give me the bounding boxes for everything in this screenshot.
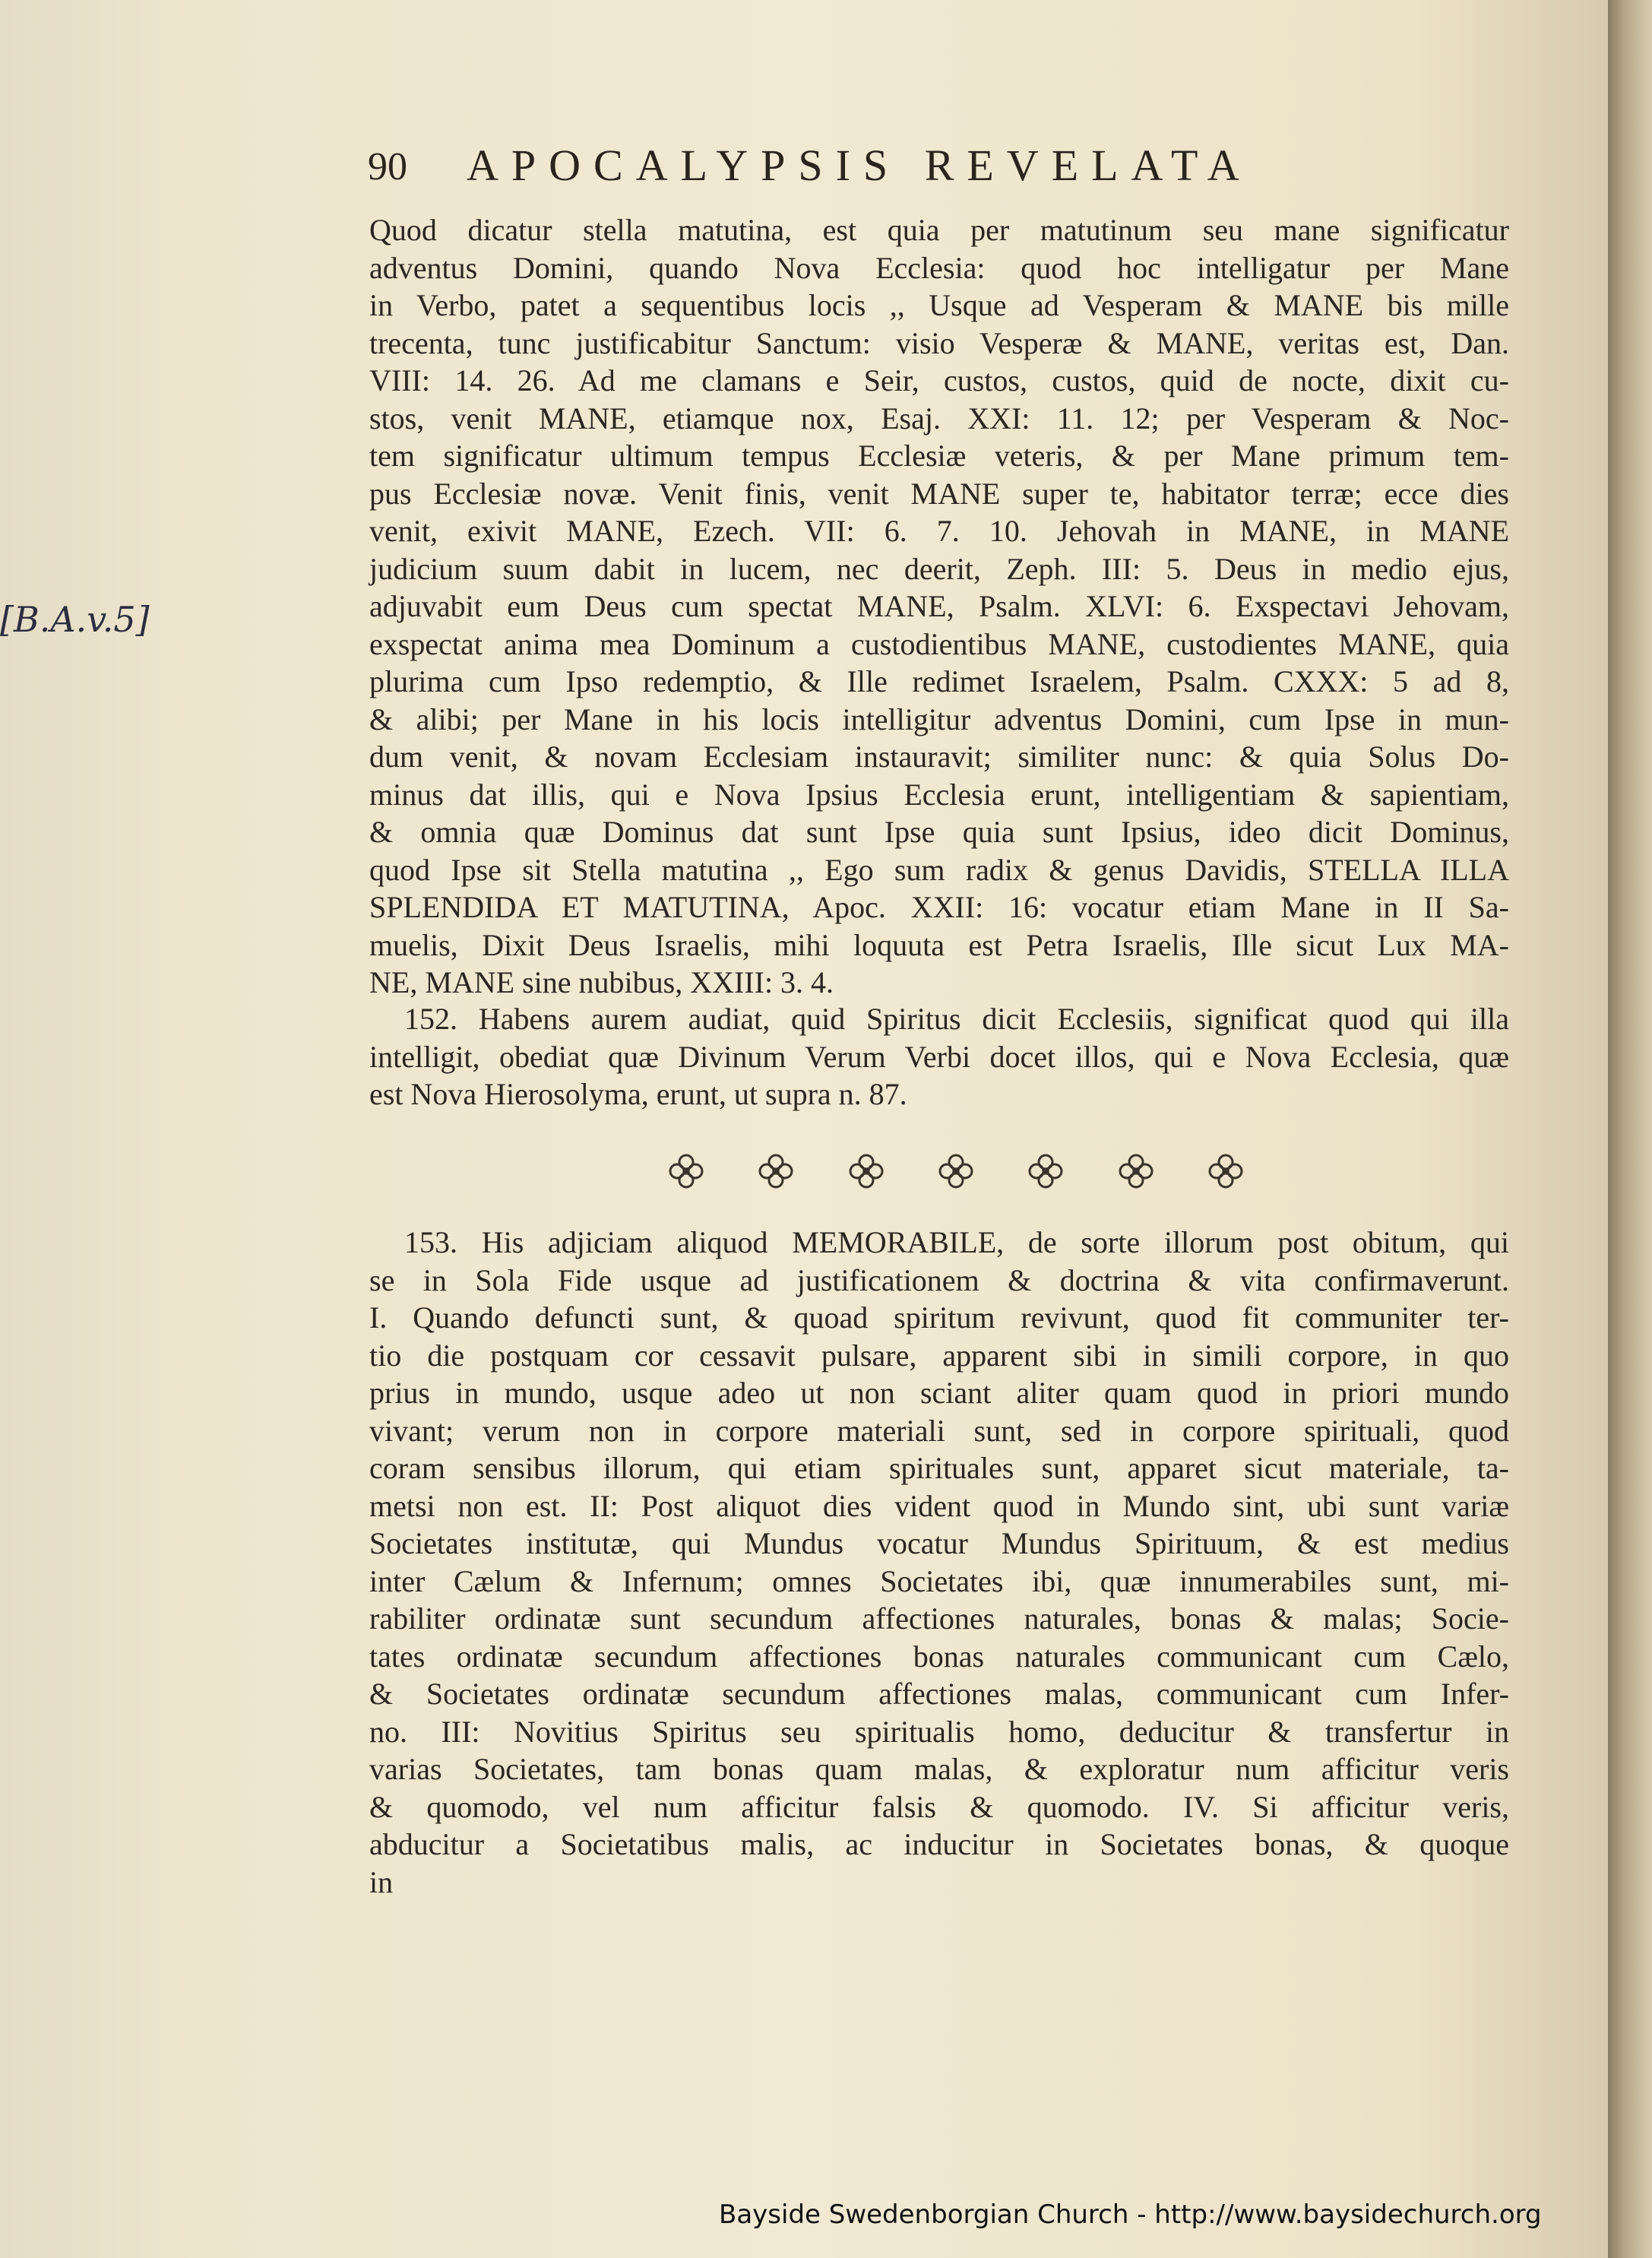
text-line: adventus Domini, quando Nova Ecclesia: quod hoc intelligatur per Mane [369,250,1509,285]
ornament-flower-icon [1117,1152,1155,1190]
footer-credit: Bayside Swedenborgian Church - http://www.baysidechurch.org [719,2199,1542,2230]
text-line: plurima cum Ipso redemptio, & Ille redimet Israelem, Psalm. CXXX: 5 ad 8, [369,664,1509,698]
ornament-flower-icon [937,1152,975,1190]
text-line: coram sensibus illorum, qui etiam spirituales sunt, apparet sicut materiale, ta- [369,1451,1509,1485]
text-line: & omnia quæ Dominus dat sunt Ipse quia sunt Ipsius, ideo dicit Dominus, [369,815,1509,849]
paragraph-152 [369,1000,1509,1113]
text-line: se in Sola Fide usque ad justificationem & doctrina & vita confirmaverunt. [369,1262,1509,1297]
text-line: tio die postquam cor cessavit pulsare, apparent sibi in simili corpore, in quo [369,1338,1509,1373]
ornament-row [667,1152,1245,1198]
ornament-flower-icon [847,1152,885,1190]
text-line: SPLENDIDA ET MATUTINA, Apoc. XXII: 16: vocatur etiam Mane in II Sa- [369,890,1509,924]
text-line: 153. His adjiciam aliquod MEMORABILE, de sorte illorum post obitum, qui [404,1225,1509,1259]
text-line: no. III: Novitius Spiritus seu spiritualis homo, deducitur & transfertur in [369,1714,1509,1749]
text-line: Societates institutæ, qui Mundus vocatur Mundus Spirituum, & est medius [369,1526,1509,1560]
text-line: vivant; verum non in corpore materiali sunt, sed in corpore spirituali, quod [369,1413,1509,1448]
text-line: dum venit, & novam Ecclesiam instauravit; similiter nunc: & quia Solus Do- [369,739,1509,774]
page-edge-shadow [1608,0,1652,2258]
text-line: prius in mundo, usque adeo ut non sciant aliter quam quod in priori mundo [369,1376,1509,1410]
text-line: tem significatur ultimum tempus Ecclesiæ veteris, & per Mane primum tem- [369,439,1509,473]
text-line: rabiliter ordinatæ sunt secundum affectiones naturales, bonas & malas; Socie- [369,1601,1509,1636]
ornament-flower-icon [1207,1152,1245,1190]
text-line: est Nova Hierosolyma, erunt, ut supra n. 87. [369,1077,907,1111]
text-line: Quod dicatur stella matutina, est quia per matutinum seu mane significatur [369,213,1509,247]
text-line: trecenta, tunc justificabitur Sanctum: visio Vesperæ & MANE, veritas est, Dan. [369,325,1509,360]
text-line: exspectat anima mea Dominum a custodientibus MANE, custodientes MANE, quia [369,626,1509,661]
ornament-flower-icon [757,1152,795,1190]
text-line: VIII: 14. 26. Ad me clamans e Seir, custos, custos, quid de nocte, dixit cu- [369,363,1509,397]
text-line: metsi non est. II: Post aliquot dies vident quod in Mundo sint, ubi sunt variæ [369,1488,1509,1523]
text-line: varias Societates, tam bonas quam malas, & exploratur num afficitur veris [369,1752,1509,1786]
text-line: quod Ipse sit Stella matutina ,, Ego sum radix & genus Davidis, STELLA ILLA [369,852,1509,887]
text-line: 152. Habens aurem audiat, quid Spiritus dicit Ecclesiis, significat quod qui illa [404,1002,1509,1036]
text-line: NE, MANE sine nubibus, XXIII: 3. 4. [369,965,834,999]
text-line: & Societates ordinatæ secundum affectiones malas, communicant cum Infer- [369,1677,1509,1711]
paragraph-151-continuation [369,211,1509,1002]
text-line: venit, exivit MANE, Ezech. VII: 6. 7. 10. Jehovah in MANE, in MANE [369,514,1509,548]
running-title: APOCALYPSIS REVELATA [467,141,1252,190]
page-number: 90 [368,145,407,188]
text-line: & alibi; per Mane in his locis intelligitur adventus Domini, cum Ipse in mun- [369,701,1509,736]
text-line: stos, venit MANE, etiamque nox, Esaj. XXI: 11. 12; per Vesperam & Noc- [369,401,1509,435]
paragraph-153 [369,1224,1509,1901]
catchword: in [369,1864,394,1899]
text-line: tates ordinatæ secundum affectiones bonas naturales communicant cum Cælo, [369,1639,1509,1674]
text-line: intelligit, obediat quæ Divinum Verum Verbi docet illos, qui e Nova Ecclesia, quæ [369,1039,1509,1074]
running-head [368,137,1439,198]
text-line: minus dat illis, qui e Nova Ipsius Ecclesia erunt, intelligentiam & sapientiam, [369,777,1509,812]
text-line: & quomodo, vel num afficitur falsis & quomodo. IV. Si afficitur veris, [369,1789,1509,1824]
text-line: muelis, Dixit Deus Israelis, mihi loquuta est Petra Israelis, Ille sicut Lux MA- [369,927,1509,962]
text-line: pus Ecclesiæ novæ. Venit finis, venit MANE super te, habitator terræ; ecce dies [369,476,1509,511]
text-line: I. Quando defuncti sunt, & quoad spiritum revivunt, quod fit communiter ter- [369,1300,1509,1335]
text-line: adjuvabit eum Deus cum spectat MANE, Psalm. XLVI: 6. Exspectavi Jehovam, [369,589,1509,623]
ornament-flower-icon [1027,1152,1065,1190]
text-line: inter Cælum & Infernum; omnes Societates ibi, quæ innumerabiles sunt, mi- [369,1563,1509,1598]
text-line: abducitur a Societatibus malis, ac inducitur in Societates bonas, & quoque [369,1827,1509,1861]
text-line: judicium suum dabit in lucem, nec deerit, Zeph. III: 5. Deus in medio ejus, [369,551,1509,586]
text-line: in Verbo, patet a sequentibus locis ,, Usque ad Vesperam & MANE bis mille [369,288,1509,322]
handwritten-margin-note: [B.A.v.5] [0,599,150,640]
ornament-flower-icon [667,1152,705,1190]
